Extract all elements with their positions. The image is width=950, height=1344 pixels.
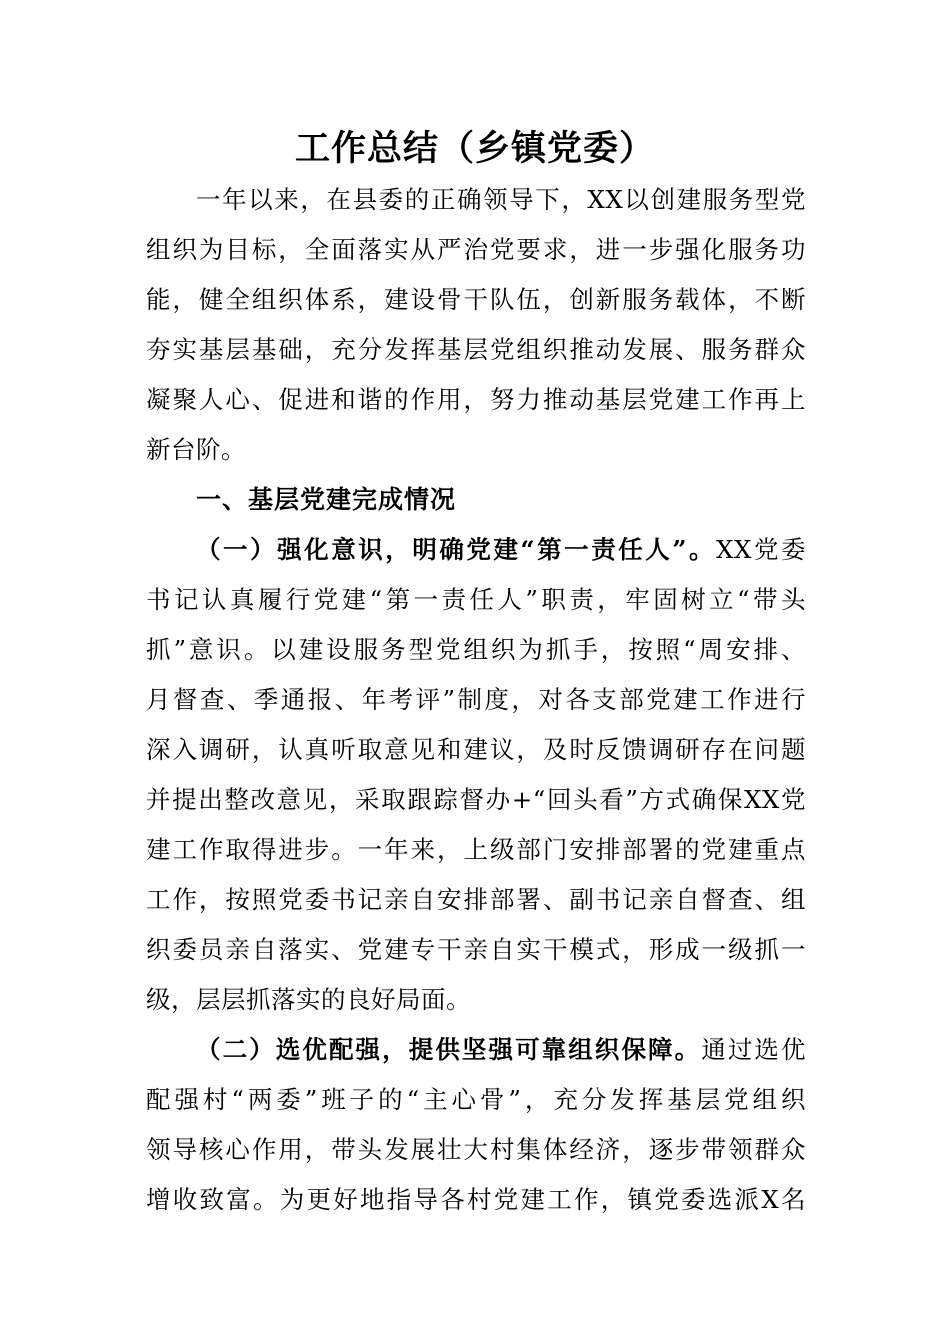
intro-line: 一年以来，在县委的正确领导下，XX以创建服务型党 — [196, 185, 806, 214]
item2-line: 配强村“两委”班子的“主心骨”，充分发挥基层党组织 — [146, 1085, 806, 1114]
item1-line: 深入调研，认真听取意见和建议，及时反馈调研存在问题 — [146, 735, 806, 764]
item1-line: 建工作取得进步。一年来，上级部门安排部署的党建重点 — [146, 835, 806, 864]
intro-line: 新台阶。 — [146, 435, 246, 464]
document-title: 工作总结（乡镇党委） — [294, 129, 655, 169]
intro-line: 能，健全组织体系，建设骨干队伍，创新服务载体，不断 — [146, 285, 806, 314]
item2-line: 领导核心作用，带头发展壮大村集体经济，逐步带领群众 — [146, 1135, 806, 1164]
item1-lead-tail: XX党委 — [716, 535, 806, 564]
item2-lead-tail: 通过选优 — [701, 1035, 807, 1064]
item1-line: 书记认真履行党建“第一责任人”职责，牢固树立“带头 — [146, 585, 806, 614]
item1-line: 织委员亲自落实、党建专干亲自实干模式，形成一级抓一 — [146, 935, 806, 964]
item1-line: 级，层层抓落实的良好局面。 — [146, 985, 471, 1014]
item1-line: 抓”意识。以建设服务型党组织为抓手，按照“周安排、 — [146, 635, 806, 664]
item1-lead: （一）强化意识，明确党建“第一责任人”。 — [196, 535, 717, 564]
item1-line: 月督查、季通报、年考评”制度，对各支部党建工作进行 — [146, 685, 806, 714]
section-heading: 一、基层党建完成情况 — [196, 485, 457, 514]
intro-line: 组织为目标，全面落实从严治党要求，进一步强化服务功 — [146, 235, 806, 264]
intro-line: 凝聚人心、促进和谐的作用，努力推动基层党建工作再上 — [146, 385, 806, 414]
item2-lead: （二）选优配强，提供坚强可靠组织保障。 — [196, 1035, 702, 1064]
item1-line: 工作，按照党委书记亲自安排部署、副书记亲自督查、组 — [146, 885, 806, 914]
item1-lead-line — [196, 525, 806, 575]
intro-line: 夯实基层基础，充分发挥基层党组织推动发展、服务群众 — [146, 335, 806, 364]
item2-line: 增收致富。为更好地指导各村党建工作，镇党委选派X名 — [146, 1185, 806, 1214]
item2-lead-line — [196, 1025, 806, 1075]
item1-line: 并提出整改意见，采取跟踪督办+“回头看”方式确保XX党 — [146, 785, 806, 814]
